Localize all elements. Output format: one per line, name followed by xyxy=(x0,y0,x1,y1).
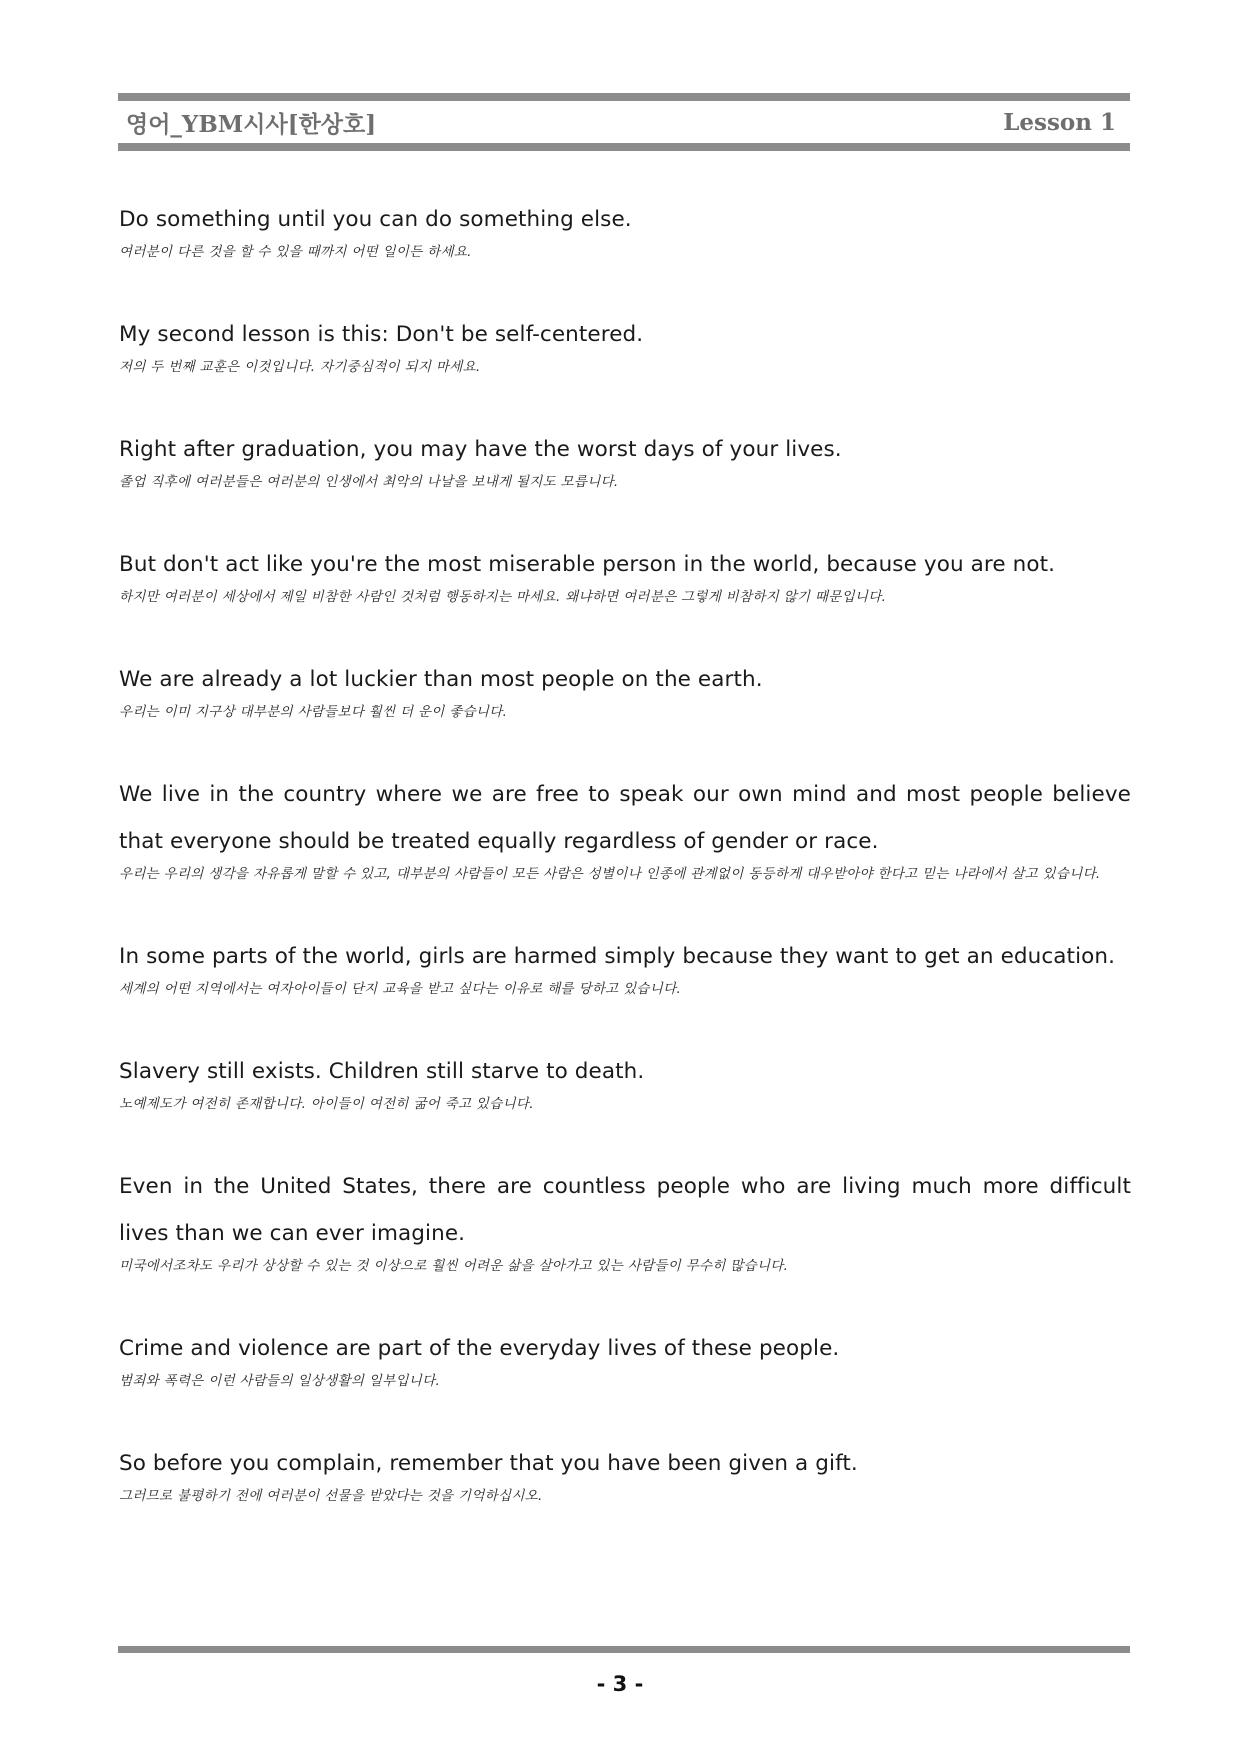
sentence-pair xyxy=(119,1325,1131,1396)
sentence-pair xyxy=(119,656,1131,727)
english-sentence: Do something until you can do something else. xyxy=(119,207,632,232)
english-sentence: But don't act like you're the most miserable person in the world, because you are not. xyxy=(119,552,1056,577)
english-sentence: In some parts of the world, girls are harmed simply because they want to get an education. xyxy=(119,944,1116,969)
korean-translation: 졸업 직후에 여러분들은 여러분의 인생에서 최악의 나날을 보내게 될지도 모릅니다. xyxy=(119,474,619,490)
english-sentence: Even in the United States, there are countless people who are living much more difficult lives than we can ever imagine. xyxy=(119,1174,1131,1246)
lesson-content xyxy=(119,196,1131,1555)
page-header xyxy=(118,93,1130,151)
korean-translation: 노예제도가 여전히 존재합니다. 아이들이 여전히 굶어 죽고 있습니다. xyxy=(119,1096,534,1112)
sentence-pair xyxy=(119,1048,1131,1119)
korean-translation: 여러분이 다른 것을 할 수 있을 때까지 어떤 일이든 하세요. xyxy=(119,244,472,260)
sentence-pair xyxy=(119,933,1131,1004)
english-sentence: We are already a lot luckier than most people on the earth. xyxy=(119,667,763,692)
korean-translation: 우리는 우리의 생각을 자유롭게 말할 수 있고, 대부분의 사람들이 모든 사람은 성별이나 인종에 관계없이 동등하게 대우받아야 한다고 믿는 나라에서 살고 있습니다. xyxy=(119,866,1101,882)
english-sentence: Right after graduation, you may have the worst days of your lives. xyxy=(119,437,842,462)
english-sentence: Slavery still exists. Children still starve to death. xyxy=(119,1059,645,1084)
sentence-pair xyxy=(119,771,1131,889)
korean-translation: 세계의 어떤 지역에서는 여자아이들이 단지 교육을 받고 싶다는 이유로 해를 당하고 있습니다. xyxy=(119,981,682,997)
english-sentence: So before you complain, remember that you have been given a gift. xyxy=(119,1451,858,1476)
english-sentence: Crime and violence are part of the everyday lives of these people. xyxy=(119,1336,840,1361)
sentence-pair xyxy=(119,1440,1131,1511)
sentence-pair xyxy=(119,311,1131,382)
sentence-pair xyxy=(119,426,1131,497)
header-bottom-rule xyxy=(118,143,1130,151)
english-sentence: We live in the country where we are free to speak our own mind and most people believe that everyone should be treated equally regardless of gender or race. xyxy=(119,782,1131,854)
header-course-title: 영어_YBM시사[한상호] xyxy=(126,110,377,138)
footer-rule xyxy=(118,1646,1130,1653)
sentence-pair xyxy=(119,541,1131,612)
header-lesson-title: Lesson 1 xyxy=(1003,108,1116,136)
korean-translation: 미국에서조차도 우리가 상상할 수 있는 것 이상으로 훨씬 어려운 삶을 살아가고 있는 사람들이 무수히 많습니다. xyxy=(119,1258,789,1274)
page-number: - 3 - xyxy=(596,1672,644,1696)
header-row xyxy=(118,101,1130,143)
korean-translation: 저의 두 번째 교훈은 이것입니다. 자기중심적이 되지 마세요. xyxy=(119,359,481,375)
header-top-rule xyxy=(118,93,1130,101)
sentence-pair xyxy=(119,1163,1131,1281)
korean-translation: 그러므로 불평하기 전에 여러분이 선물을 받았다는 것을 기억하십시오. xyxy=(119,1488,543,1504)
english-sentence: My second lesson is this: Don't be self-centered. xyxy=(119,322,644,347)
sentence-pair xyxy=(119,196,1131,267)
korean-translation: 범죄와 폭력은 이런 사람들의 일상생활의 일부입니다. xyxy=(119,1373,441,1389)
korean-translation: 하지만 여러분이 세상에서 제일 비참한 사람인 것처럼 행동하지는 마세요. 왜냐하면 여러분은 그렇게 비참하지 않기 때문입니다. xyxy=(119,589,887,605)
korean-translation: 우리는 이미 지구상 대부분의 사람들보다 훨씬 더 운이 좋습니다. xyxy=(119,704,508,720)
